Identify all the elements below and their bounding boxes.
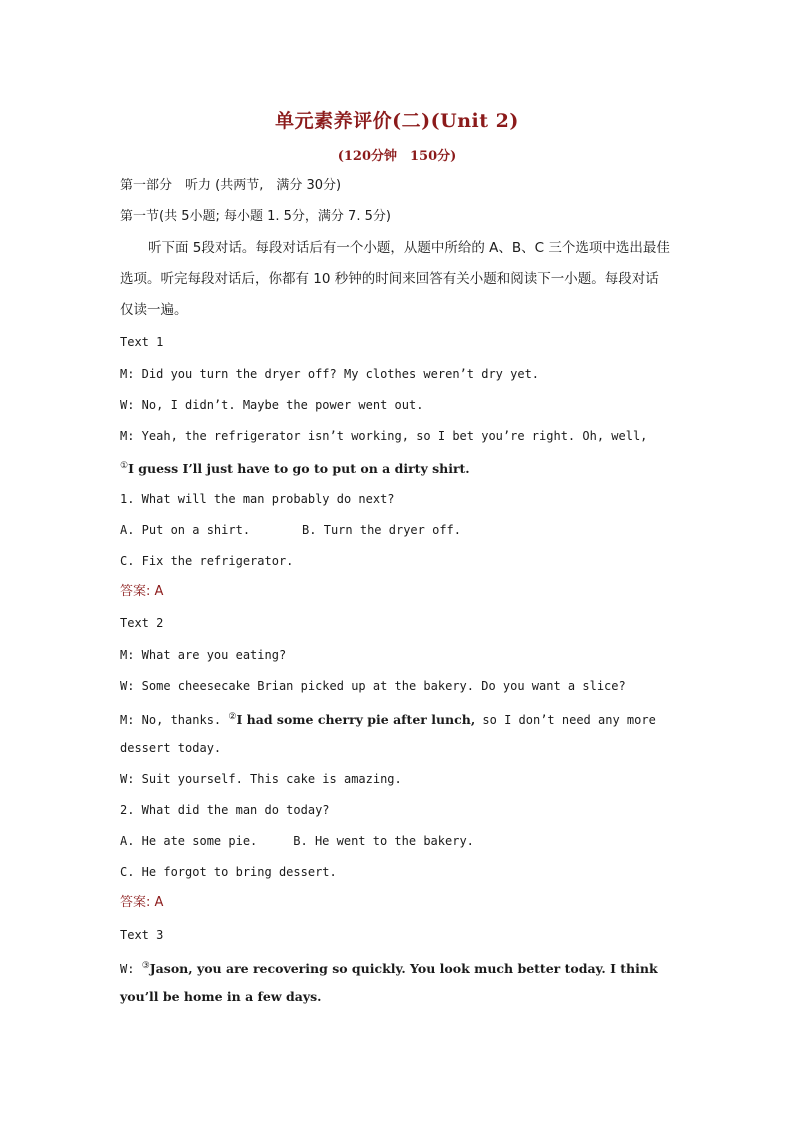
text1-label: Text 1 — [120, 335, 164, 349]
page-subtitle: (120分钟 150分) — [337, 149, 457, 164]
text1-dialogue-m2: M: Yeah, the refrigerator isn’t working, so I bet you’re right. Oh, well, — [120, 429, 648, 443]
text3-speaker: W: — [120, 962, 142, 976]
instruction-line-1: 听下面 5段对话。每段对话后有一个小题，从题中所给的 A、B、C 三个选项中选出最佳 — [148, 240, 670, 256]
text1-key-sentence: I guess I’ll just have to go to put on a dirty shirt. — [128, 461, 470, 476]
text2-m2-end: so I don’t need any more — [475, 713, 656, 727]
text2-key-sentence: I had some cherry pie after lunch, — [236, 712, 476, 727]
question-1: 1. What will the man probably do next? — [120, 492, 395, 506]
text2-dialogue-w1: W: Some cheesecake Brian picked up at the bakery. Do you want a slice? — [120, 679, 626, 693]
text3-label: Text 3 — [120, 928, 164, 942]
text1-dialogue-m2-cont — [120, 458, 680, 477]
text3-dialogue-w1 — [120, 958, 680, 977]
text2-dialogue-m2 — [120, 709, 680, 728]
option-a: A. He ate some pie. — [120, 834, 258, 848]
text2-label: Text 2 — [120, 616, 164, 630]
note-marker-3: ③ — [141, 961, 150, 971]
option-c: C. He forgot to bring dessert. — [120, 865, 337, 879]
question-2-options-ab — [120, 833, 680, 849]
section-heading: 第一节(共 5小题; 每小题 1. 5分，满分 7. 5分) — [120, 209, 391, 224]
text2-dialogue-m1: M: What are you eating? — [120, 648, 287, 662]
answer-2: 答案: A — [120, 895, 164, 910]
answer-1: 答案: A — [120, 584, 164, 599]
text2-dialogue-w2: W: Suit yourself. This cake is amazing. — [120, 772, 402, 786]
option-b: B. He went to the bakery. — [293, 834, 474, 848]
note-marker-2: ② — [228, 712, 237, 722]
text2-dialogue-m2-cont: dessert today. — [120, 741, 222, 755]
page-title: 单元素养评价(二)(Unit 2) — [275, 110, 519, 132]
text2-m2-start: M: No, thanks. — [120, 713, 229, 727]
instruction-line-2: 选项。听完每段对话后，你都有 10 秒钟的时间来回答有关小题和阅读下一小题。每段对话 — [120, 271, 659, 287]
option-b: B. Turn the dryer off. — [302, 523, 461, 537]
note-marker-1: ① — [120, 461, 129, 471]
text3-dialogue-w1-cont: you’ll be home in a few days. — [120, 989, 322, 1004]
part-heading: 第一部分 听力 (共两节, 满分 30分) — [120, 178, 342, 193]
option-a: A. Put on a shirt. — [120, 523, 251, 537]
option-c: C. Fix the refrigerator. — [120, 554, 294, 568]
instruction-line-3: 仅读一遍。 — [120, 302, 188, 318]
text1-dialogue-w1: W: No, I didn’t. Maybe the power went out. — [120, 398, 424, 412]
text1-dialogue-m1: M: Did you turn the dryer off? My clothes weren’t dry yet. — [120, 367, 540, 381]
question-2: 2. What did the man do today? — [120, 803, 330, 817]
text3-key-sentence: Jason, you are recovering so quickly. You look much better today. I think — [149, 961, 658, 976]
question-1-options-ab — [120, 522, 680, 538]
